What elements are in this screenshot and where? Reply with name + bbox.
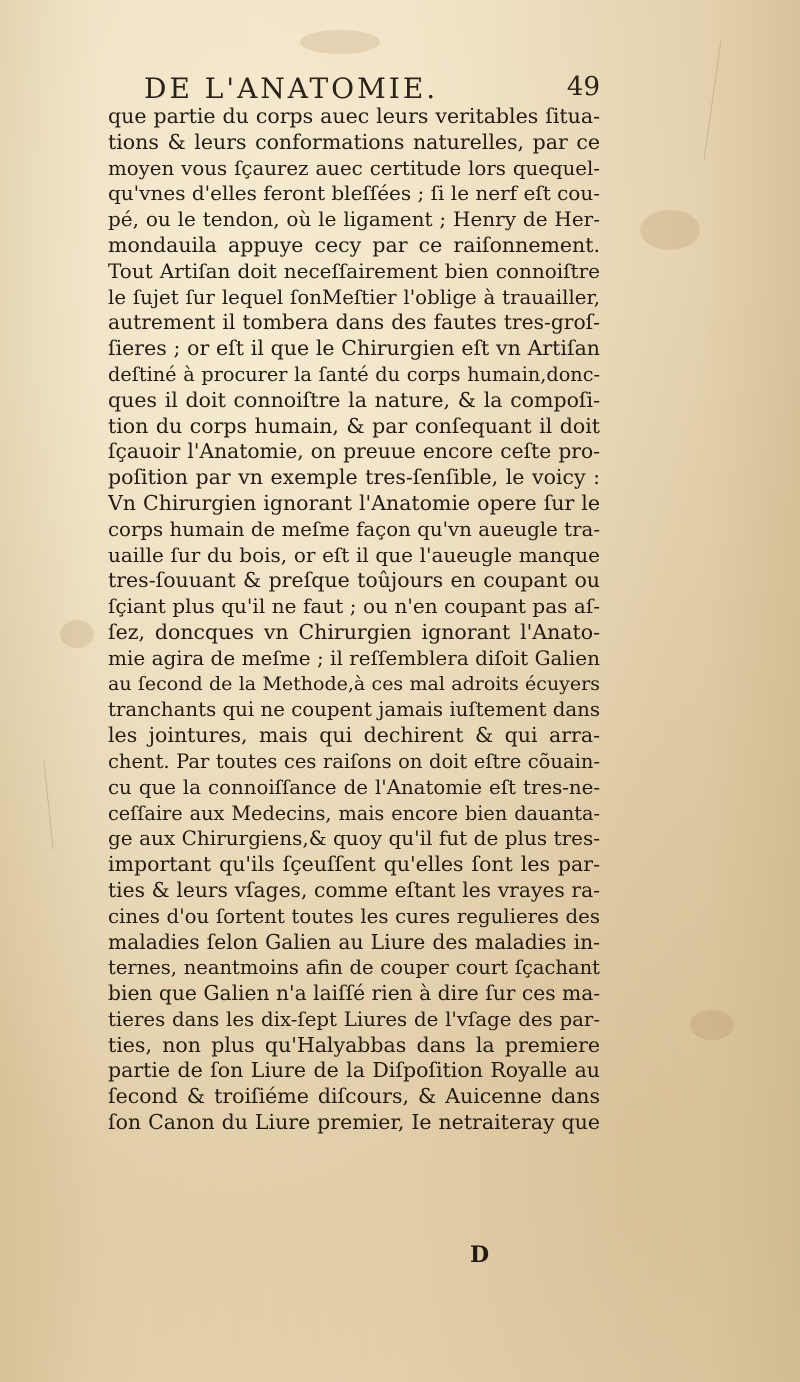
text-line: ſçauoir l'Anatomie, on preuue encore ceſte pro- (108, 439, 600, 464)
text-line: Vn Chirurgien ignorant l'Anatomie opere ſur le (108, 490, 600, 515)
text-line: pé, ou le tendon, où le ligament ; Henry de Her- (108, 207, 600, 232)
running-head: DE L'ANATOMIE. (144, 72, 439, 105)
text-line: les jointures, mais qui dechirent & qui arra- (108, 723, 600, 748)
text-line: tieres dans les dix-ſept Liures de l'vſage des par- (108, 1007, 600, 1031)
text-line: moyen vous ſçaurez auec certitude lors quequel- (108, 156, 600, 180)
text-line: poſition par vn exemple tres-ſenſible, le voicy : (108, 465, 600, 490)
foxing-stain (60, 620, 94, 648)
text-line: ſecond & troiſiéme diſcours, & Auicenne dans (108, 1084, 600, 1109)
text-line: ſçiant plus qu'il ne faut ; ou n'en coupant pas aſ- (108, 594, 600, 619)
text-line: partie de ſon Liure de la Diſpoſition Royalle au (108, 1058, 600, 1083)
foxing-stain (640, 210, 700, 250)
text-line: ties & leurs vſages, comme eſtant les vrayes ra- (108, 877, 600, 902)
text-line: mondauila appuye cecy par ce raiſonnement. (108, 232, 600, 257)
text-line: ge aux Chirurgiens,& quoy qu'il fut de plus tres- (108, 826, 600, 851)
text-line: ceſſaire aux Medecins, mais encore bien dauanta- (108, 801, 600, 825)
foxing-stain (690, 1010, 734, 1040)
text-line: au ſecond de la Methode,à ces mal adroits écuyers (108, 672, 600, 695)
text-line: ties, non plus qu'Halyabbas dans la premiere (108, 1032, 600, 1057)
text-line: ſez, doncques vn Chirurgien ignorant l'Anato- (108, 619, 600, 644)
text-line: Tout Artiſan doit neceſſairement bien connoiſtre (108, 258, 600, 283)
page-number: 49 (566, 72, 600, 102)
text-line: chent. Par toutes ces raiſons on doit eſtre cõuain- (108, 749, 600, 773)
text-line: ſon Canon du Liure premier, Ie netraiteray que (108, 1110, 600, 1135)
text-line: corps humain de meſme façon qu'vn aueugle tra- (108, 517, 600, 541)
paper-scratch (43, 760, 53, 850)
text-line: ternes, neantmoins afin de couper court ſçachant (108, 956, 600, 980)
text-line: tion du corps humain, & par conſequant il doit (108, 413, 600, 438)
text-line: cu que la connoiſſance de l'Anatomie eſt tres-ne- (108, 775, 600, 799)
text-line: que partie du corps auec leurs veritables ſitua- (108, 104, 600, 128)
foxing-stain (300, 30, 380, 54)
text-line: deſtiné à procurer la ſanté du corps humain,donc- (108, 362, 600, 386)
text-line: tranchants qui ne coupent jamais iuſtement dans (108, 698, 600, 722)
text-line: bien que Galien n'a laiſſé rien à dire ſur ces ma- (108, 981, 600, 1006)
text-line: autrement il tombera dans des fautes tres-groſ- (108, 310, 600, 335)
body-text (108, 104, 600, 1136)
signature-mark: D (470, 1242, 490, 1268)
paper-scratch (704, 41, 722, 160)
text-line: le ſujet ſur lequel ſonMeſtier l'oblige à trauailler, (108, 285, 600, 309)
text-line: ſieres ; or eſt il que le Chirurgien eſt vn Artiſan (108, 336, 600, 361)
text-line: important qu'ils ſçeuſſent qu'elles ſont les par- (108, 852, 600, 877)
text-line: uaille ſur du bois, or eſt il que l'aueugle manque (108, 542, 600, 567)
text-line: tions & leurs conformations naturelles, par ce (108, 129, 600, 154)
text-line: qu'vnes d'elles feront bleſſées ; ſi le nerf eſt cou- (108, 181, 600, 206)
text-line: ques il doit connoiſtre la nature, & la compoſi- (108, 387, 600, 412)
text-line: mie agira de meſme ; il reſſemblera diſoit Galien (108, 645, 600, 670)
text-line: maladies ſelon Galien au Liure des maladies in- (108, 929, 600, 954)
text-line: cines d'ou ſortent toutes les cures regulieres des (108, 904, 600, 928)
text-line: tres-ſouuant & preſque toûjours en coupant ou (108, 568, 600, 593)
